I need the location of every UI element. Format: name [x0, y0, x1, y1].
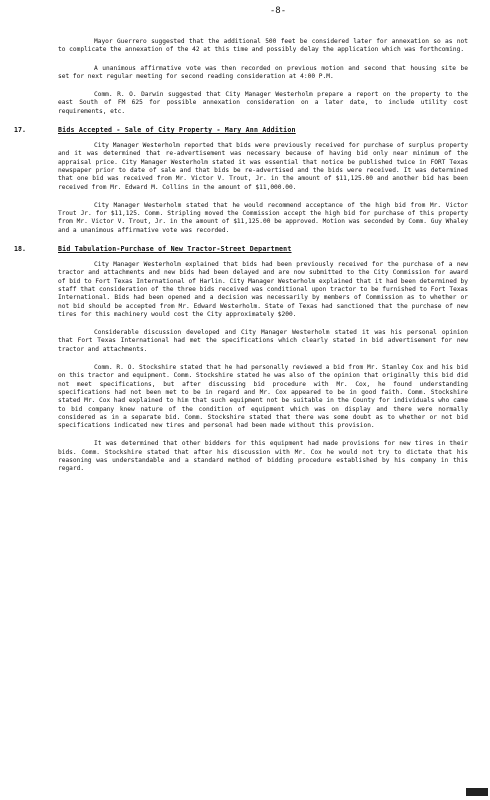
agenda-item-heading — [14, 126, 468, 135]
agenda-item-number: 18. — [14, 245, 26, 254]
paragraph: City Manager Westerholm reported that bids were previously received for purchase of surplus property and it was determined that re-advertisement was necessary because of having bid only near minimum of the appraisal price. City Manager Westerholm stated it was essential that notice be published twice in FORT Texas newspaper prior to date of sale and that bids be re-advertised and the bids were received. It was determined that one bid was received from Mr. Victor V. Trout, Jr. in the amount of $11,125.00 and another bid has been received from Mr. Edward M. Collins in the amount of $11,000.00. — [58, 142, 468, 191]
paragraph: Comm. R. O. Stockshire stated that he had personally reviewed a bid from Mr. Stanley Cox and his bid on this tractor and equipment. Comm. Stockshire stated he was also of the opinion that originally this bid did not meet specifications, but after discussing bid procedure with Mr. Cox, he found understanding specifications had not been met to be in regard and Mr. Cox appeared to be in good faith. Comm. Stockshire stated Mr. Cox had explained to him that such equipment not be suitable in the County for individuals who came to bid company knew nature of the condition of equipment which was on display and there were normally considered as in a separate bid. Comm. Stockshire stated that there was some doubt as to whether or not bid specifications indicated new tires and personal had been made without this provision. — [58, 364, 468, 430]
paragraph: City Manager Westerholm explained that bids had been previously received for the purchase of a new tractor and attachments and new bids had been delayed and are now submitted to the City Commission for award of bid to Fort Texas International of Harlin. City Manager Westerholm explained that it had been determined by staff that consideration of the three bids received was conditional upon tractor to be furnished to Fort Texas International. Bids had been opened and a decision was necessarily by members of Commission as to whether or not bid should be accepted from Mr. Edward Westerholm. State of Texas had sanctioned that the purchase of new tires for this machinery would cost the City approximately $200. — [58, 261, 468, 318]
agenda-item-title: Bid Tabulation-Purchase of New Tractor-Street Department — [58, 245, 292, 254]
paragraph: A unanimous affirmative vote was then recorded on previous motion and second that housing site be set for next regular meeting for second reading consideration at 4:00 P.M. — [58, 64, 468, 80]
paragraph: Considerable discussion developed and City Manager Westerholm stated it was his personal opinion that Fort Texas International had met the specifications which clearly stated in bid advertisement for new tractor and attachments. — [58, 329, 468, 353]
paragraph: It was determined that other bidders for this equipment had made provisions for new tires in their bids. Comm. Stockshire stated that after his discussion with Mr. Cox he would not try to dictate that his reasoning was understandable and a standard method of bidding procedure established by his company in this regard. — [58, 440, 468, 473]
page-number: -8- — [269, 6, 287, 16]
scan-artifact-mark — [466, 788, 488, 796]
document-body — [14, 38, 468, 474]
paragraph: Mayor Guerrero suggested that the additional 500 feet be considered later for annexation so as not to complicate the annexation of the 42 at this time and possibly delay the application which was forthcoming. — [58, 38, 468, 54]
agenda-item-title: Bids Accepted - Sale of City Property - Mary Ann Addition — [58, 126, 296, 135]
paragraph: City Manager Westerholm stated that he would recommend acceptance of the high bid from Mr. Victor Trout Jr. for $11,125. Comm. Stripling moved the Commission accept the high bid for purchase of this property from Mr. Victor V. Trout, Jr. in the amount of $11,125.00 be approved. Motion was seconded by Comm. Guy Whaley and a unanimous affirmative vote was recorded. — [58, 201, 468, 234]
agenda-item-heading — [14, 245, 468, 254]
paragraph: Comm. R. O. Darwin suggested that City Manager Westerholm prepare a report on the property to the east South of FM 625 for possible annexation consideration on a later date, to include utility cost requirements, etc. — [58, 91, 468, 115]
agenda-item-number: 17. — [14, 126, 26, 135]
